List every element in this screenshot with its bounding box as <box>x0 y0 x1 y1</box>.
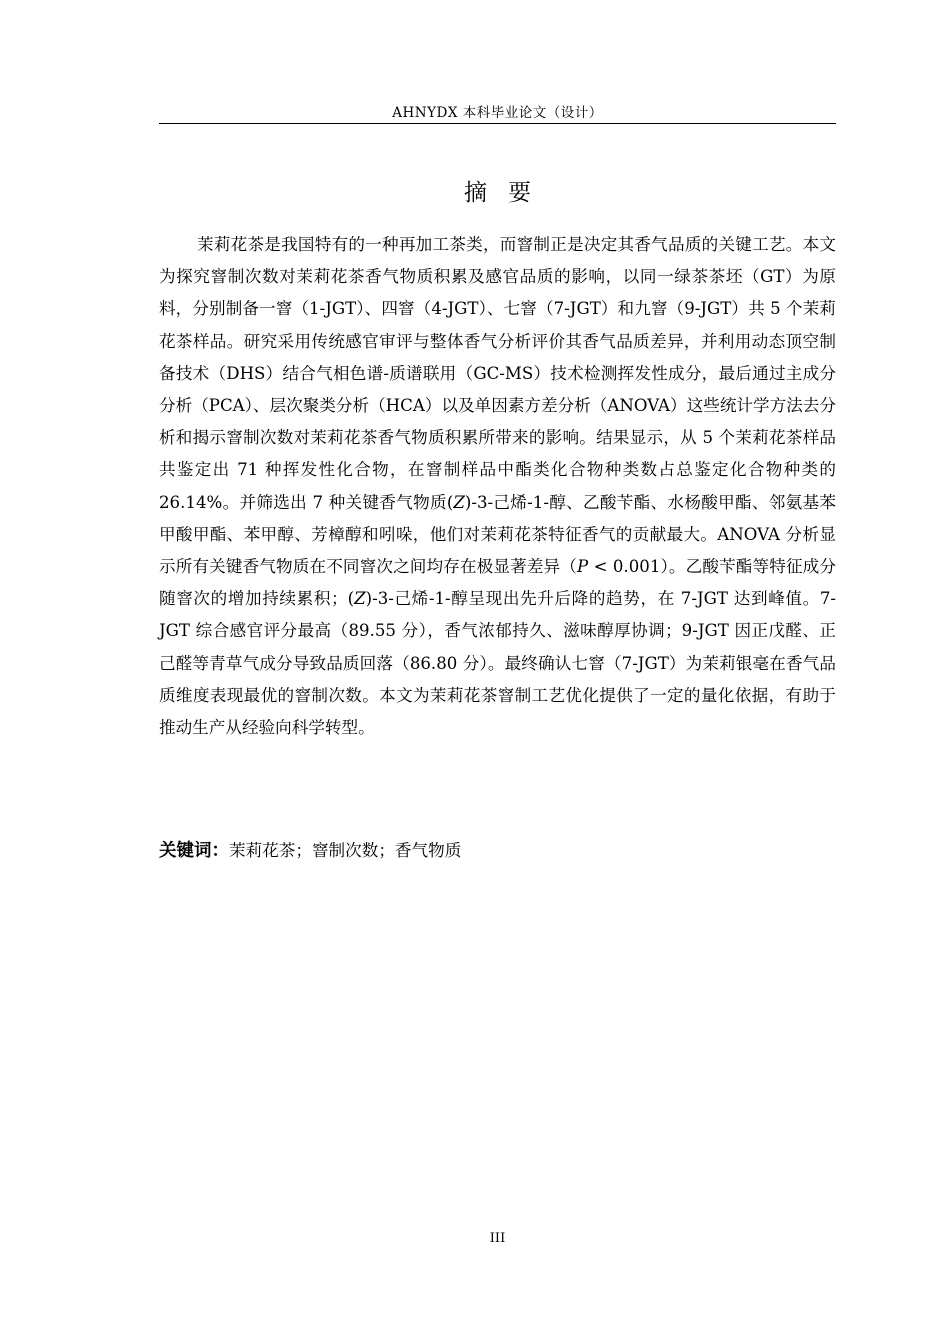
z-isomer-italic-2: Z <box>354 589 366 609</box>
abstract-text-2: )-3-己烯-1-醇、乙酸苄酯、水杨酸甲酯、邻氨基苯甲酸甲酯、苯甲醇、芳樟醇和吲哚，他们对茉莉花茶特征香气的贡献最大。ANOVA 分析显示所有关键香气物质在不同窨次之间均存在极显著差异（ <box>159 492 836 577</box>
keywords-label: 关键词： <box>159 841 229 861</box>
abstract-text-1: 茉莉花茶是我国特有的一种再加工茶类，而窨制正是决定其香气品质的关键工艺。本文为探究窨制次数对茉莉花茶香气物质积累及感官品质的影响，以同一绿茶茶坯（GT）为原料，分别制备一窨（1-JGT）、四窨（4-JGT）、七窨（7-JGT）和九窨（9-JGT）共 5 个茉莉花茶样品。研究采用传统感官审评与整体香气分析评价其香气品质差异，并利用动态顶空制备技术（DHS）结合气相色谱-质谱联用（GC-MS）技术检测挥发性成分，最后通过主成分分析（PCA）、层次聚类分析（HCA）以及单因素方差分析（ANOVA）这些统计学方法去分析和揭示窨制次数对茉莉花茶香气物质积累所带来的影响。结果显示，从 5 个茉莉花茶样品共鉴定出 71 种挥发性化合物，在窨制样品中酯类化合物种类数占总鉴定化合物种类的 26.14%。并筛选出 7 种关键香气物质( <box>159 235 836 512</box>
running-header: AHNYDX 本科毕业论文（设计） <box>392 105 603 121</box>
z-isomer-italic-1: Z <box>453 492 465 512</box>
keywords-line <box>159 835 836 867</box>
abstract-text-4: )-3-己烯-1-醇呈现出先升后降的趋势，在 7-JGT 达到峰值。7-JGT 综合感官评分最高（89.55 分），香气浓郁持久、滋味醇厚协调；9-JGT 因正戊醛、正己醛等青草气成分导致品质回落（86.80 分）。最终确认七窨（7-JGT）为茉莉银毫在香气品质维度表现最优的窨制次数。本文为茉莉花茶窨制工艺优化提供了一定的量化依据，有助于推动生产从经验向科学转型。 <box>159 589 836 738</box>
abstract-text-3: < 0.001）。乙酸苄酯等特征成分随窨次的增加持续累积；( <box>159 557 836 609</box>
p-value-symbol: P <box>577 557 589 577</box>
keywords-terms: 茉莉花茶；窨制次数；香气物质 <box>229 841 462 860</box>
page-number: III <box>489 1231 506 1246</box>
abstract-title: 摘要 <box>464 180 552 206</box>
abstract-body <box>159 229 836 744</box>
header-rule <box>159 123 836 124</box>
